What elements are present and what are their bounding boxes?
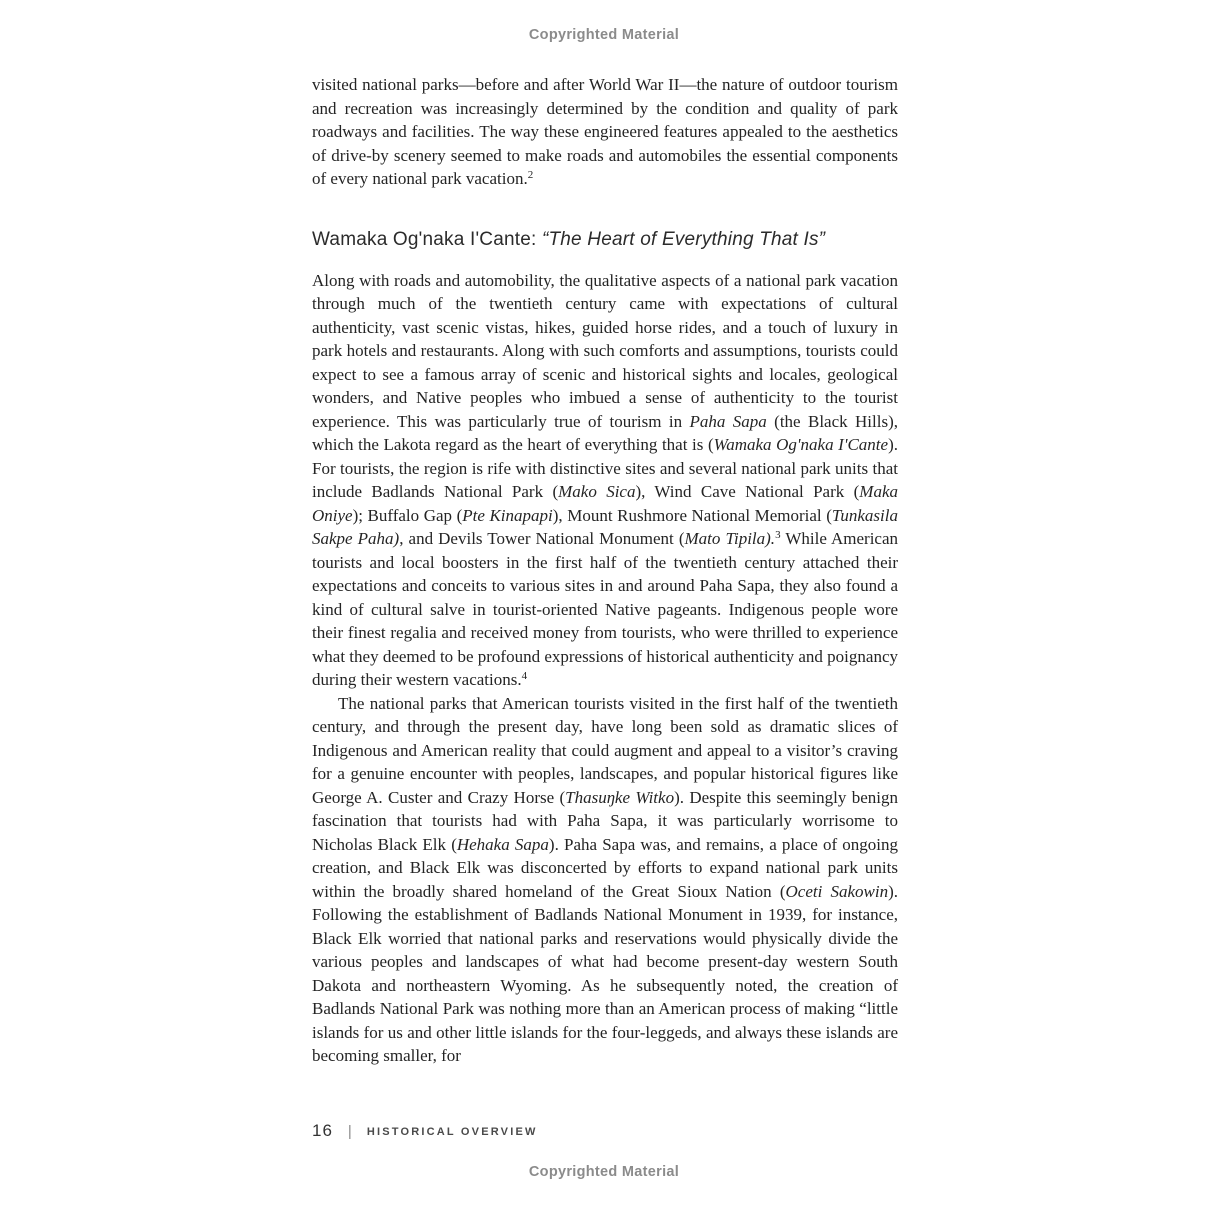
body-text: ), Mount Rushmore National Memorial ( — [552, 505, 832, 525]
paragraph — [312, 269, 898, 692]
section-heading-quote: “The Heart of Everything That Is” — [541, 228, 826, 250]
body-text: While American tourists and local boosters in the first half of the twentieth century attached their expectations and conceits to various sites in and around Paha Sapa, they also found a kind of cultural salve in tourist-oriented Native pageants. Indigenous people wore their finest regalia and received money from tourists, who were thrilled to experience what they deemed to be profound expressions of historical authenticity and poignancy during their western vacations. — [312, 529, 899, 689]
body-text-before-heading — [312, 73, 898, 191]
italic-term: Mako Sica — [558, 482, 636, 501]
text-column — [312, 73, 898, 1068]
body-text: The national parks that American tourists visited in the first half of the twentieth century, and through the present day, have long been sold as dramatic slices of Indigenous and American reality that could augment and appeal to a visitor’s craving for a genuine encounter with peoples, landscapes, and popular historical figures like George A. Custer and Crazy Horse ( — [312, 693, 898, 807]
footer-separator: | — [347, 1122, 352, 1140]
body-text: , and Devils Tower National Monument ( — [399, 529, 685, 548]
running-title: HISTORICAL OVERVIEW — [366, 1126, 538, 1138]
copyright-notice-top: Copyrighted Material — [528, 27, 680, 43]
italic-term: Hehaka Sapa — [456, 834, 549, 854]
section-heading-plain: Wamaka Og'naka I'Cante: — [312, 228, 542, 250]
body-text: ). Paha Sapa was, and remains, a place of ongoing creation, and Black Elk was disconcerted by efforts to expand national park units within the broadly shared homeland of the Great Sioux Nation ( — [312, 834, 898, 901]
italic-term: Thasuŋke Witko — [565, 787, 675, 807]
italic-term: Mato Tipila). — [684, 529, 776, 548]
body-text: ). For tourists, the region is rife with distinctive sites and several national park units that include Badlands National Park ( — [312, 435, 898, 501]
italic-term: Wamaka Og'naka I'Cante — [713, 435, 889, 454]
copyright-notice-bottom: Copyrighted Material — [528, 1164, 680, 1180]
footnote-marker: 4 — [521, 670, 528, 682]
body-text: ), Wind Cave National Park ( — [635, 482, 860, 501]
body-text: ). Despite this seemingly benign fascination that tourists had with Paha Sapa, it was particularly worrisome to Nicholas Black Elk ( — [312, 787, 898, 854]
page-number: 16 — [312, 1121, 333, 1140]
body-text: ); Buffalo Gap ( — [352, 505, 463, 525]
paragraph — [312, 73, 898, 191]
italic-term: Pte Kinapapi — [462, 505, 553, 525]
body-text-after-heading — [312, 269, 898, 1068]
body-text: Along with roads and automobility, the qualitative aspects of a national park vacation through much of the twentieth century came with expectations of cultural authenticity, vast scenic vistas, hikes, guided horse rides, and a touch of luxury in park hotels and restaurants. Along with such comforts and assumptions, tourists could expect to see a famous array of scenic and historical sights and locales, geological wonders, and Native peoples who imbued a sense of authenticity to the tourist experience. This was particularly true of tourism in — [312, 270, 898, 431]
body-text: visited national parks—before and after World War II—the nature of outdoor tourism and recreation was increasingly determined by the condition and quality of park roadways and facilities. The way these engineered features appealed to the aesthetics of drive-by scenery seemed to make roads and automobiles the essential components of every national park vacation. — [312, 75, 898, 188]
section-heading — [312, 228, 898, 252]
italic-term: Paha Sapa — [689, 411, 767, 431]
footnote-marker: 3 — [775, 529, 781, 541]
body-text: (the Black Hills), which the Lakota regard as the heart of everything that is ( — [312, 411, 899, 454]
paragraph — [312, 692, 898, 1068]
footnote-marker: 2 — [527, 169, 534, 181]
italic-term: Oceti Sakowin — [785, 881, 889, 901]
body-text: ). Following the establishment of Badlands National Monument in 1939, for instance, Black Elk worried that national parks and reservations would physically divide the various peoples and landscapes of what had become present-day western South Dakota and northeastern Wyoming. As he subsequently noted, the creation of Badlands National Park was nothing more than an American process of making “little islands for us and other little islands for the four-leggeds, and always these islands are becoming smaller, for — [312, 881, 899, 1065]
italic-term: Maka Oniye — [312, 482, 898, 525]
italic-term: Tunkasila Sakpe Paha) — [312, 505, 898, 548]
page-footer — [312, 1121, 538, 1141]
